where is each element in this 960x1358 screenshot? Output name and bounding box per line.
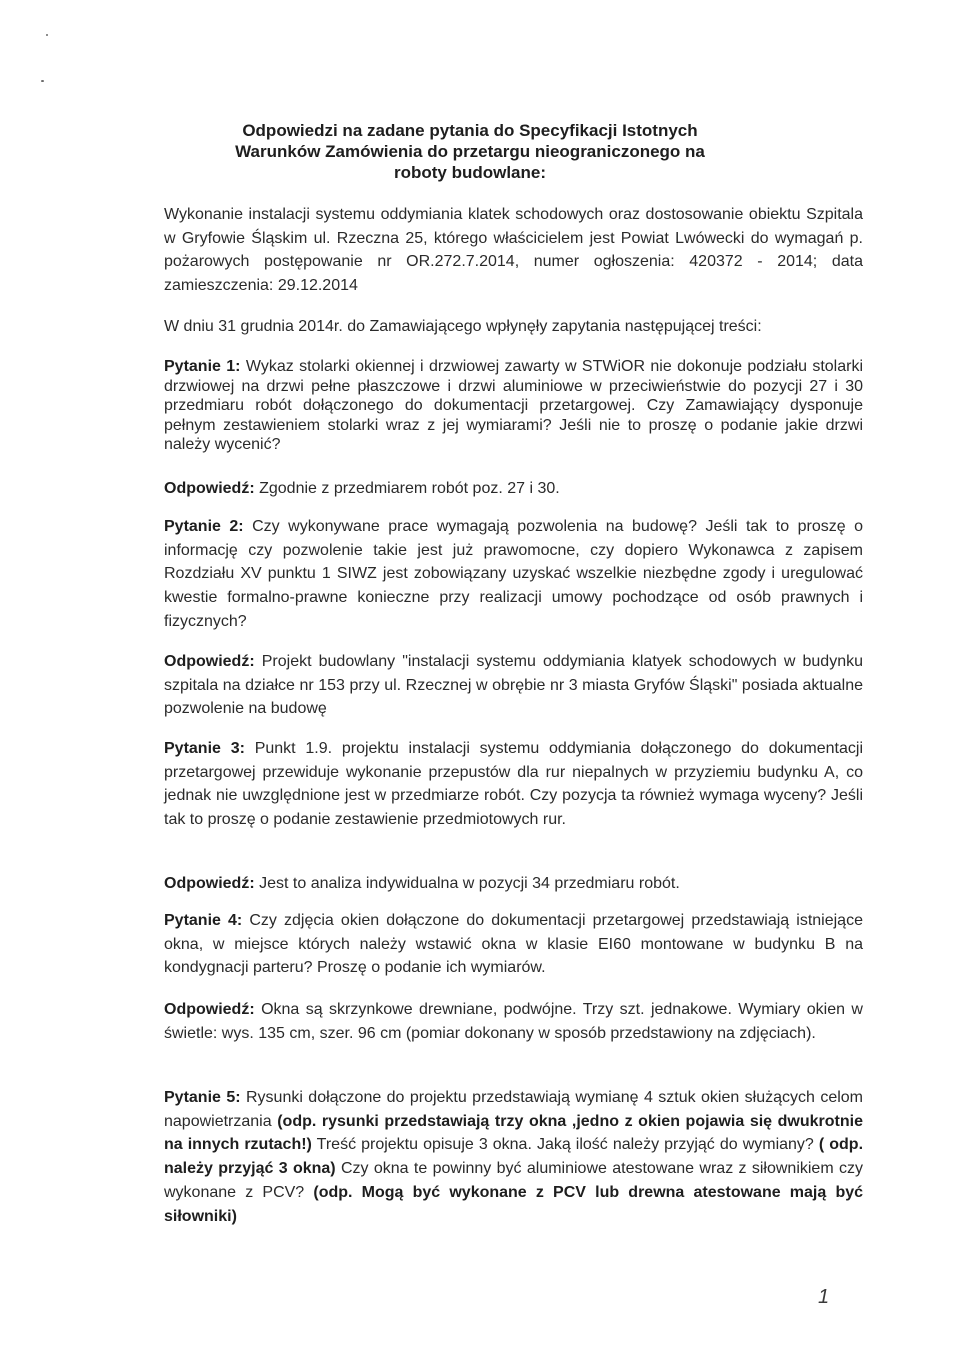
received-date-line: W dniu 31 grudnia 2014r. do Zamawiającego wpłynęły zapytania następującej treści: [164,318,762,335]
document-title [150,120,790,183]
question-2 [164,515,863,634]
scan-speck [41,80,44,82]
answer-text: Jest to analiza indywidualna w pozycji 34 przedmiaru robót. [259,875,680,892]
scan-speck [46,34,48,36]
question-label: Pytanie 4: [164,912,243,929]
answer-1 [164,479,863,499]
question-label: Pytanie 2: [164,518,244,535]
question-text: Wykaz stolarki okiennej i drzwiowej zawarty w STWiOR nie dokonuje podziału stolarki drzwiowej na drzwi pełne płaszczowe i drzwi aluminiowe w przeciwieństwie do pozycji 27 i 30 przedmiaru robót dołączonego do dokumentacji przetargowej. Czy Zamawiający dysponuje pełnym zestawieniem stolarki wraz z jej wymiarami? Jeśli nie to proszę o podanie jakie drzwi należy wycenić? [164,358,863,453]
page-number: 1 [818,1286,830,1308]
question-text: Treść projektu opisuje 3 okna. Jaką ilość należy przyjąć do wymiany? [316,1136,814,1154]
title-line: Odpowiedzi na zadane pytania do Specyfikacji Istotnych [242,121,698,140]
question-text: Rysunki dołączone do projektu przedstawiają wymianę 4 sztuk okien służących celom napowietrzania [164,1089,864,1130]
answer-label: Odpowiedź: [164,480,255,497]
inline-answer: (odp. Mogą być wykonane z PCV lub drewna atestowane mają być siłowniki) [164,1183,864,1225]
answer-label: Odpowiedź: [164,653,255,670]
title-line: Warunków Zamówienia do przetargu nieograniczonego na [235,142,705,161]
question-label: Pytanie 3: [164,740,245,757]
title-line: roboty budowlane: [393,163,547,182]
answer-label: Odpowiedź: [164,875,255,892]
question-text: Czy zdjęcia okien dołączone do dokumentacji przetargowej przedstawiają istniejące okna, w miejsce których należy wstawić okna w klasie EI60 montowane w budynku B na kondygnacji parteru? Proszę o podanie ich wymiarów. [164,912,863,977]
answer-2 [164,650,863,721]
answer-text: Projekt budowlany "instalacji systemu oddymiania klatyek schodowych w budynku szpitala na działce nr 153 przy ul. Rzecznej w obrębie nr 3 miasta Gryfów Śląski" posiada aktualne pozwolenie na budowę [164,653,864,718]
question-1 [164,357,863,455]
intro-paragraph: Wykonanie instalacji systemu oddymiania klatek schodowych oraz dostosowanie obiektu Szpitala w Gryfowie Śląskim ul. Rzeczna 25, którego właścicielem jest Powiat Lwówecki do wymagań p. pożarowych postępowanie nr OR.272.7.2014, numer ogłoszenia: 420372 - 2014; data zamieszczenia: 29.12.2014 [164,206,863,294]
question-5 [164,1086,863,1228]
question-text: Punkt 1.9. projektu instalacji systemu oddymiania dołączonego do dokumentacji przetargowej przewiduje wykonanie przepustów dla rur niepalnych w przyziemiu budynku A, co jednak nie uwzględnione jest w przedmiarze robót. Czy pozycja ta również wymaga wyceny? Jeśli tak to proszę o podanie zestawienie przedmiotowych rur. [164,740,863,829]
answer-3 [164,872,863,896]
inline-answer: (odp. rysunki przedstawiają trzy okna ,jedno z okien pojawia się dwukrotnie na innych rzutach!) [164,1112,863,1154]
inline-answer: ( odp. należy przyjąć 3 okna) [164,1136,864,1178]
question-text: Czy wykonywane prace wymagają pozwolenia na budowę? Jeśli tak to proszę o informację czy pozwolenie takie jest już prawomocne, czy dopiero Wykonawca z zapisem Rozdziału XV punktu 1 SIWZ jest zobowiązany uzyskać wszelkie niezbędne zgody i uregulować kwestie formalno-prawne konieczne przy realizacji umowy pochodzące od osób prawnych i fizycznych? [164,518,863,630]
answer-text: Zgodnie z przedmiarem robót poz. 27 i 30. [259,480,560,497]
question-3 [164,737,863,832]
answer-text: Okna są skrzynkowe drewniane, podwójne. Trzy szt. jednakowe. Wymiary okien w świetle: wys. 135 cm, szer. 96 cm (pomiar dokonany w sposób przedstawiony na zdjęciach). [164,1001,863,1042]
answer-4 [164,998,863,1045]
question-text: Czy okna te powinny być aluminiowe atestowane wraz z siłownikiem czy wykonane z PCV? [164,1160,863,1201]
question-label: Pytanie 1: [164,358,241,375]
question-4 [164,909,863,980]
answer-label: Odpowiedź: [164,1001,255,1018]
question-label: Pytanie 5: [164,1089,241,1106]
